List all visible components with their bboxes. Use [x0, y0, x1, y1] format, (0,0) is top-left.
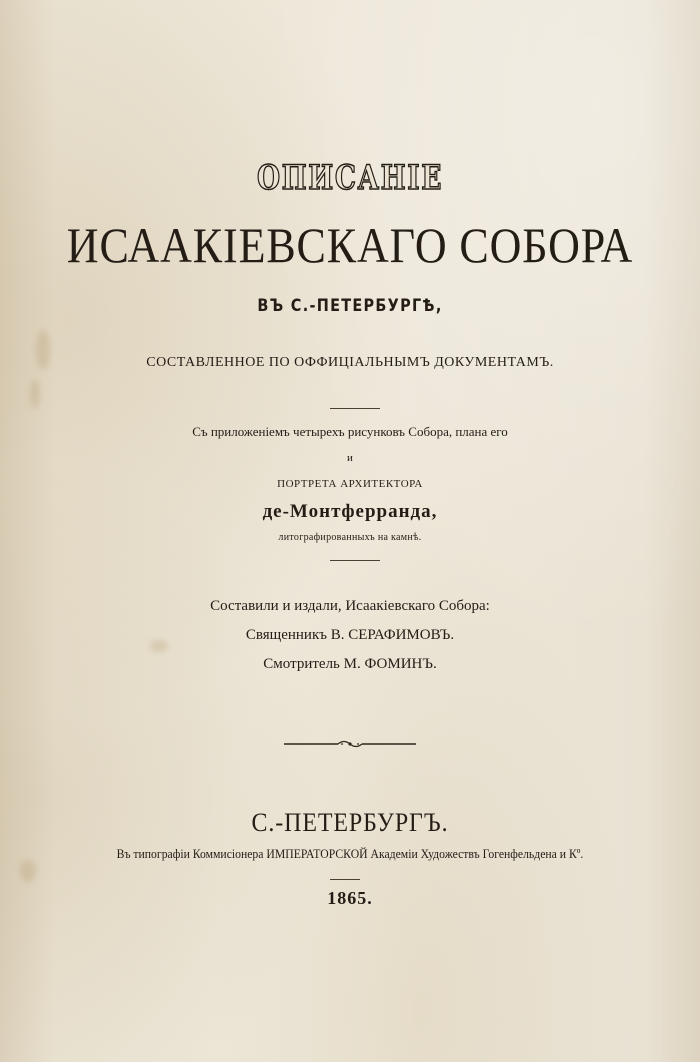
divider-rule [330, 408, 380, 409]
city-line: С.-ПЕТЕРБУРГЪ. [251, 808, 449, 837]
place-line: ВЪ С.-ПЕТЕРБУРГѢ, [257, 296, 443, 316]
ornament-divider [280, 738, 420, 750]
publication-year: 1865. [327, 888, 373, 908]
lithograph-note: литографированныхъ на камнѣ. [278, 532, 422, 543]
compiled-by-line: Составили и издали, Исаакіевскаго Собора: [210, 598, 490, 614]
portrait-line: ПОРТРЕТА АРХИТЕКТОРА [277, 478, 423, 490]
paper-stain [20, 860, 36, 882]
appendix-line: Съ приложеніемъ четырехъ рисунковъ Собора, плана его [192, 424, 508, 439]
printer-line: Въ типографіи Коммисіонера ИМПЕРАТОРСКОЙ Академіи Художествъ Гогенфельдена и Кº. [116, 846, 584, 861]
paper-stain [30, 380, 40, 408]
author-line: Священникъ В. СЕРАФИМОВЪ. [245, 627, 455, 643]
divider-rule [330, 560, 380, 561]
main-title: ИСААКІЕВСКАГО СОБОРА [66, 217, 634, 273]
author-line: Смотритель М. ФОМИНЪ. [263, 656, 437, 672]
heading-title: ОПИСАНІЕ [256, 158, 444, 198]
appendix-conjunction: и [347, 452, 353, 464]
architect-name: де-Монтферранда, [262, 501, 438, 522]
divider-rule [330, 879, 360, 880]
subtitle-line: СОСТАВЛЕННОЕ ПО ОФФИЦІАЛЬНЫМЪ ДОКУМЕНТАМЪ. [146, 355, 554, 370]
